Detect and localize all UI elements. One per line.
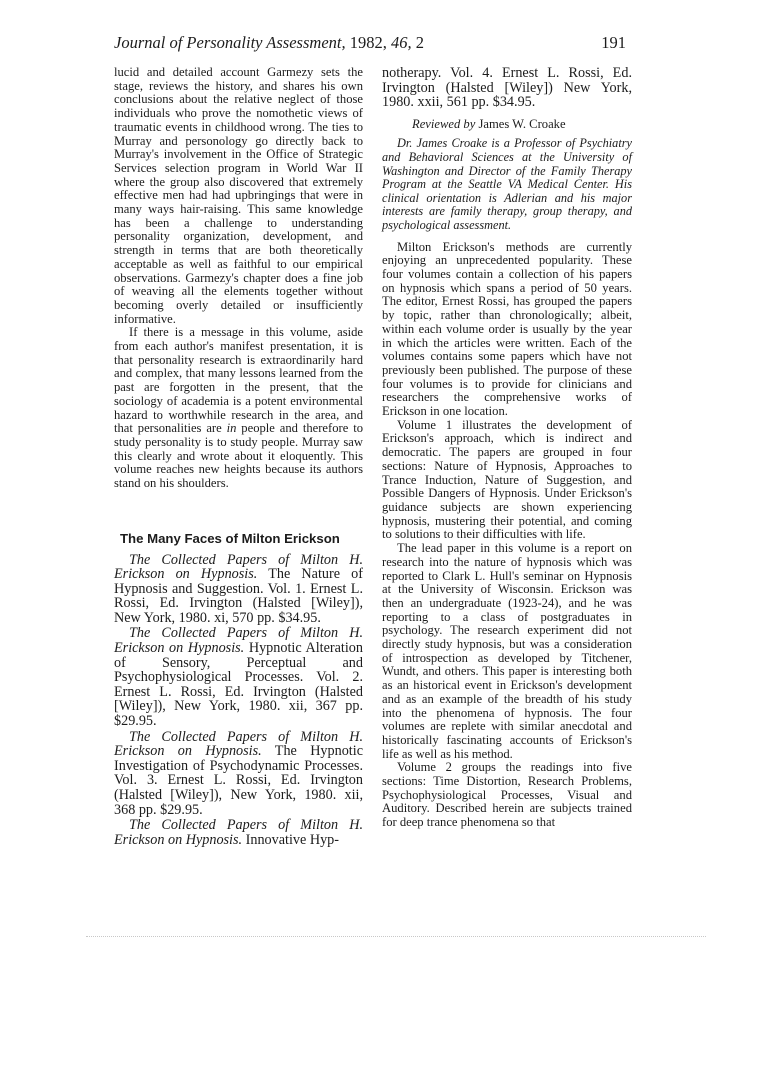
paragraph-text: If there is a message in this volume, aside from each author's manifest presentation, it is that personality research is extraordinarily hard and complex, that many lessons learned from the past are forgotten in the present, that the sociology of academia is a potent environmental hazard to worthwhile research in the area, and that personalities are — [114, 325, 363, 436]
reviewer-bio: Dr. James Croake is a Professor of Psychiatry and Behavioral Sciences at the University of Washington and Director of the Family Therapy Program at the Seattle VA Medical Center. His clinical orientation is Adlerian and his major interests are family therapy, group therapy, and psychological assessment. — [382, 136, 632, 233]
body-paragraph: lucid and detailed account Garmezy sets the stage, reviews the history, and shares his own conclusions about the relative neglect of those individuals who prove the nomothetic views of traumatic events in childhood wrong. The ties to Murray and personology go directly back to Murray's involvement in the Office of Strategic Services selection program in World War II where the group also discovered that extremely effective men had had upbringings that were in many ways hair-raising. This same knowledge has been a challenge to understanding personality organization, development, and strength in terms that are both theoretically acceptable as well as faithful to our empirical observations. Garmezy's chapter does a fine job of weaving all the elements together without becoming overly detailed or insufficiently informative. — [114, 65, 363, 326]
reviewed-by-label: Reviewed by — [412, 116, 476, 131]
running-head — [114, 33, 626, 53]
paragraph-text: people and therefore to study personality is to study people. Murray saw this clearly and wrote about it eloquently. This volume reaches new heights because its authors stand on his shoulders. — [114, 421, 363, 491]
book-citation-continued: notherapy. Vol. 4. Ernest L. Rossi, Ed. Irvington (Halsted [Wiley]) New York, 1980. xxii, 561 pp. $34.95. — [382, 65, 632, 111]
journal-title: Journal of Personality Assessment, — [114, 33, 346, 52]
reviewer-line — [382, 118, 632, 132]
page-number: 191 — [601, 33, 626, 52]
book-title: The Collected Papers of Milton H. Erickson on Hypnosis. — [114, 551, 363, 583]
body-paragraph — [114, 326, 363, 490]
body-paragraph: The lead paper in this volume is a report on research into the nature of hypnosis which was reported to Clark L. Hull's seminar on Hypnosis at the University of Wisconsin. Erickson was then an undergraduate (1923-24), and he was reporting to a class of postgraduates in psychology. The research experiment did not directly study hypnosis, but was a consideration of introspection as developed by Titchener, Wundt, and others. This paper is interesting both as an historical event in Erickson's development and as an example of the breadth of his study into the phenomena of hypnosis. The four volumes are replete with similar anecdotal and historically fascinating accounts of Erickson's life as well as his method. — [382, 541, 632, 761]
journal-issue: 2 — [415, 33, 424, 52]
book-title: The Collected Papers of Milton H. Erickson on Hypnosis. — [114, 625, 363, 657]
body-paragraph: Volume 2 groups the readings into five sections: Time Distortion, Research Problems, Psychophysiological Processes, Visual and Auditory. Described herein are subjects trained for deep trance phenomena so that — [382, 760, 632, 830]
scan-edge-divider — [86, 936, 706, 937]
left-column — [114, 66, 363, 847]
journal-year: 1982, — [349, 33, 387, 52]
reviewer-name: James W. Croake — [478, 116, 566, 131]
book-title: The Collected Papers of Milton H. Erickson on Hypnosis. — [114, 728, 363, 760]
book-title: The Collected Papers of Milton H. Erickson on Hypnosis. — [114, 817, 363, 848]
right-column — [382, 66, 632, 830]
citation-details: Innovative Hyp- — [242, 831, 340, 848]
book-citation — [114, 626, 363, 728]
book-citation — [114, 818, 363, 847]
citation-details: The Hypnotic Investigation of Psychodynamic Processes. Vol. 3. Ernest L. Rossi, Ed. Irvington (Halsted [Wiley]), New York, 1980. xii, 368 pp. $29.95. — [114, 743, 363, 818]
citation-details: Hypnotic Alteration of Sensory, Perceptual and Psychophysiological Processes. Vol. 2. Ernest L. Rossi, Ed. Irvington (Halsted [Wiley]), New York, 1980. xii, 367 pp. $29.95. — [114, 640, 363, 730]
body-paragraph: Volume 1 illustrates the development of Erickson's approach, which is indirect and democratic. The papers are grouped in four sections: Nature of Hypnosis, Approaches to Trance Induction, Nature of Suggestion, and Possible Dangers of Hypnosis. Under Erickson's guidance subjects are shown experiencing hypnosis, mustering their potential, and coming to solutions to their difficulties with life. — [382, 417, 632, 542]
emphasis: in — [226, 421, 237, 436]
citation-details: The Nature of Hypnosis and Suggestion. Vol. 1. Ernest L. Rossi, Ed. Irvington (Halsted [Wiley]), New York, 1980. xi, 570 pp. $34.95. — [114, 566, 363, 626]
book-citation — [114, 730, 363, 818]
journal-volume: 46, — [390, 33, 412, 52]
book-citation — [114, 553, 363, 626]
body-paragraph: Milton Erickson's methods are currently enjoying an unprecedented popularity. These four volumes contain a collection of his papers on hypnosis which spans a period of 50 years. The editor, Ernest Rossi, has grouped the papers by topic, rather than chronologically; albeit, within each volume order is usually by the year in which the articles were written. Each of the volumes contains some papers which have not previously been published. The purpose of these four volumes is to provide for clinicians and researchers the comprehensive works of Erickson in one location. — [382, 239, 632, 419]
section-heading: The Many Faces of Milton Erickson — [120, 530, 340, 546]
